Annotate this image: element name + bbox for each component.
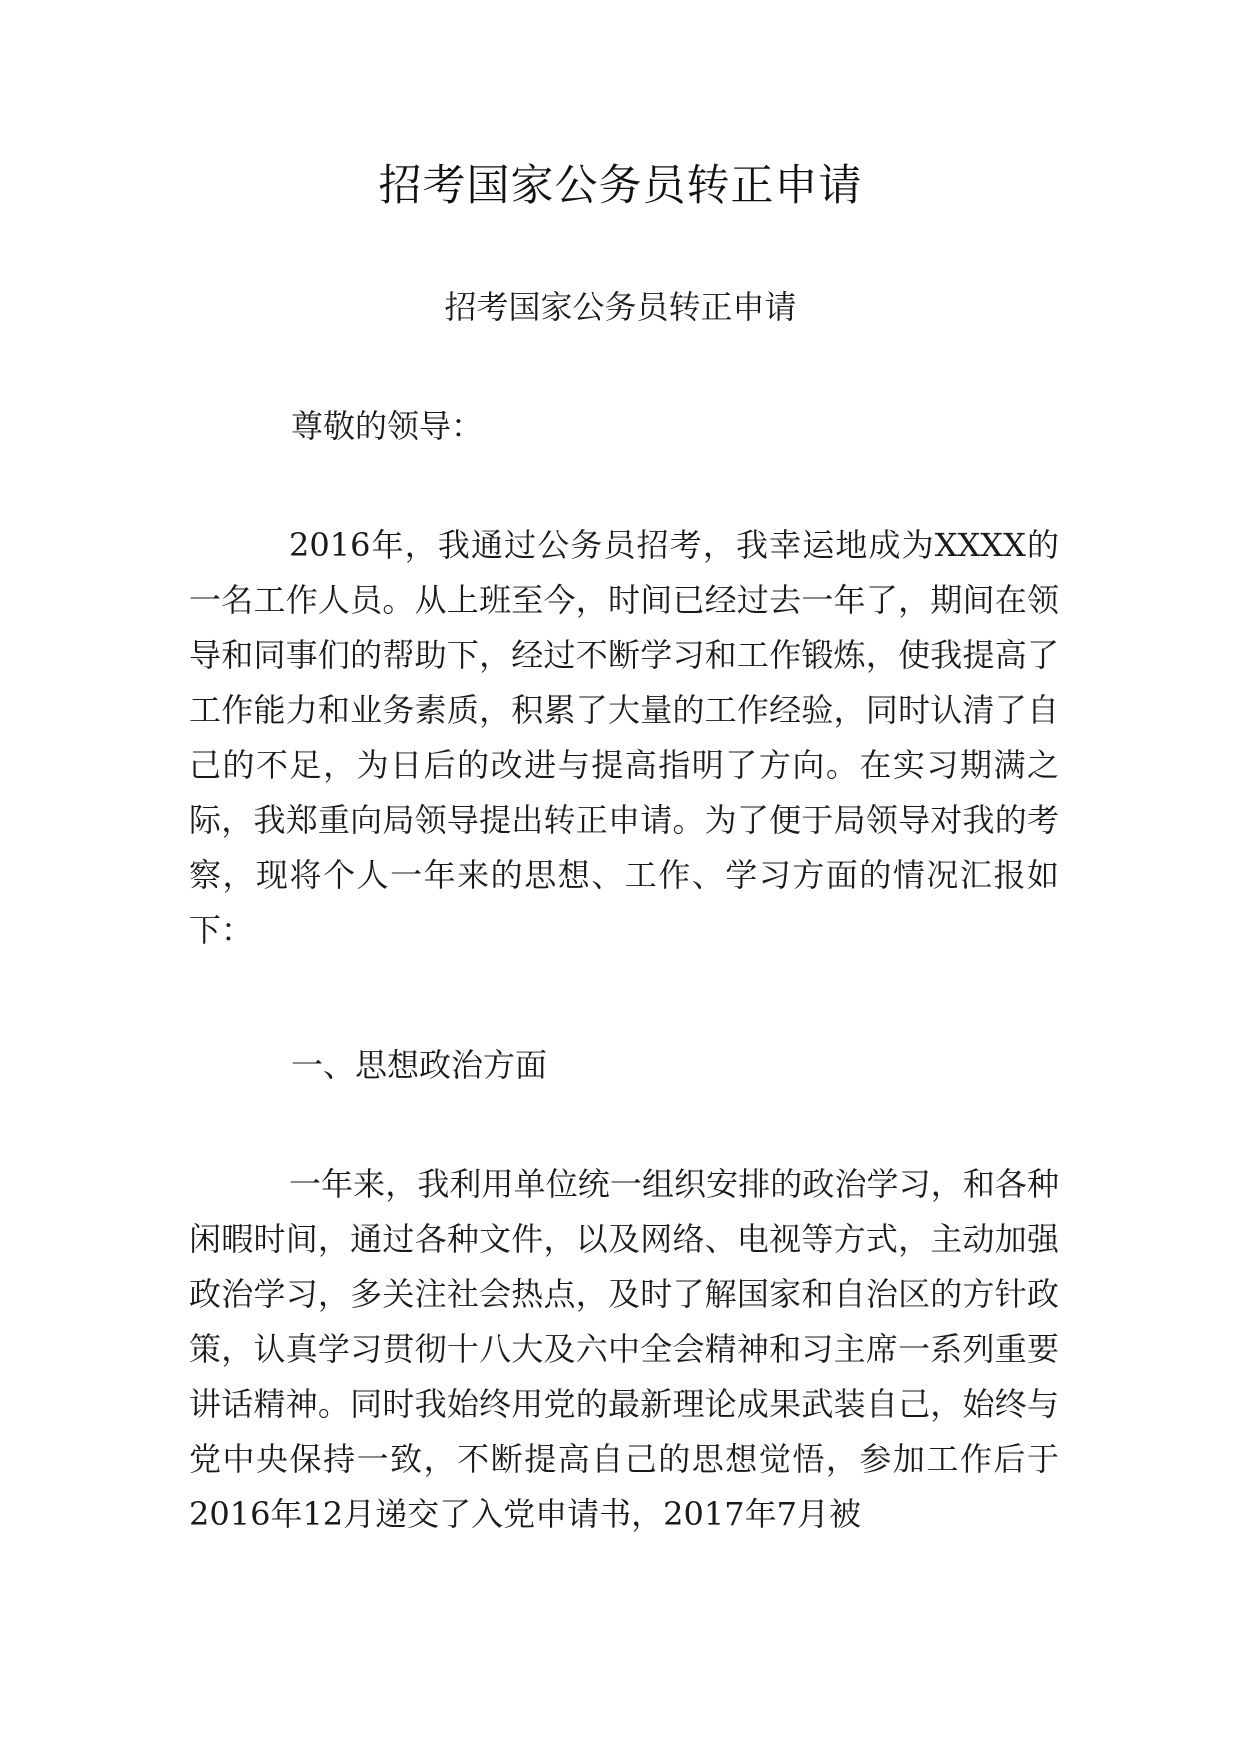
document-subtitle: 招考国家公务员转正申请	[444, 288, 797, 326]
salutation: 尊敬的领导：	[291, 407, 484, 445]
paragraph-political: 一年来，我利用单位统一组织安排的政治学习，和各种闲暇时间，通过各种文件，以及网络、电视等方式，主动加强政治学习，多关注社会热点，及时了解国家和自治区的方针政策，认真学习贯彻十八大及六中全会精神和习主席一系列重要讲话精神。同时我始终用党的最新理论成果武装自己，始终与党中央保持一致，不断提高自己的思想觉悟，参加工作后于2016年12月递交了入党申请书，2017年7月被	[189, 1165, 1059, 1533]
section-heading: 一、思想政治方面	[291, 1046, 548, 1084]
paragraph-intro: 2016年，我通过公务员招考，我幸运地成为XXXX的一名工作人员。从上班至今，时间已经过去一年了，期间在领导和同事们的帮助下，经过不断学习和工作锻炼，使我提高了工作能力和业务素质，积累了大量的工作经验，同时认清了自己的不足，为日后的改进与提高指明了方向。在实习期满之际，我郑重向局领导提出转正申请。为了便于局领导对我的考察，现将个人一年来的思想、工作、学习方面的情况汇报如下：	[189, 526, 1059, 949]
document-title: 招考国家公务员转正申请	[378, 161, 863, 211]
